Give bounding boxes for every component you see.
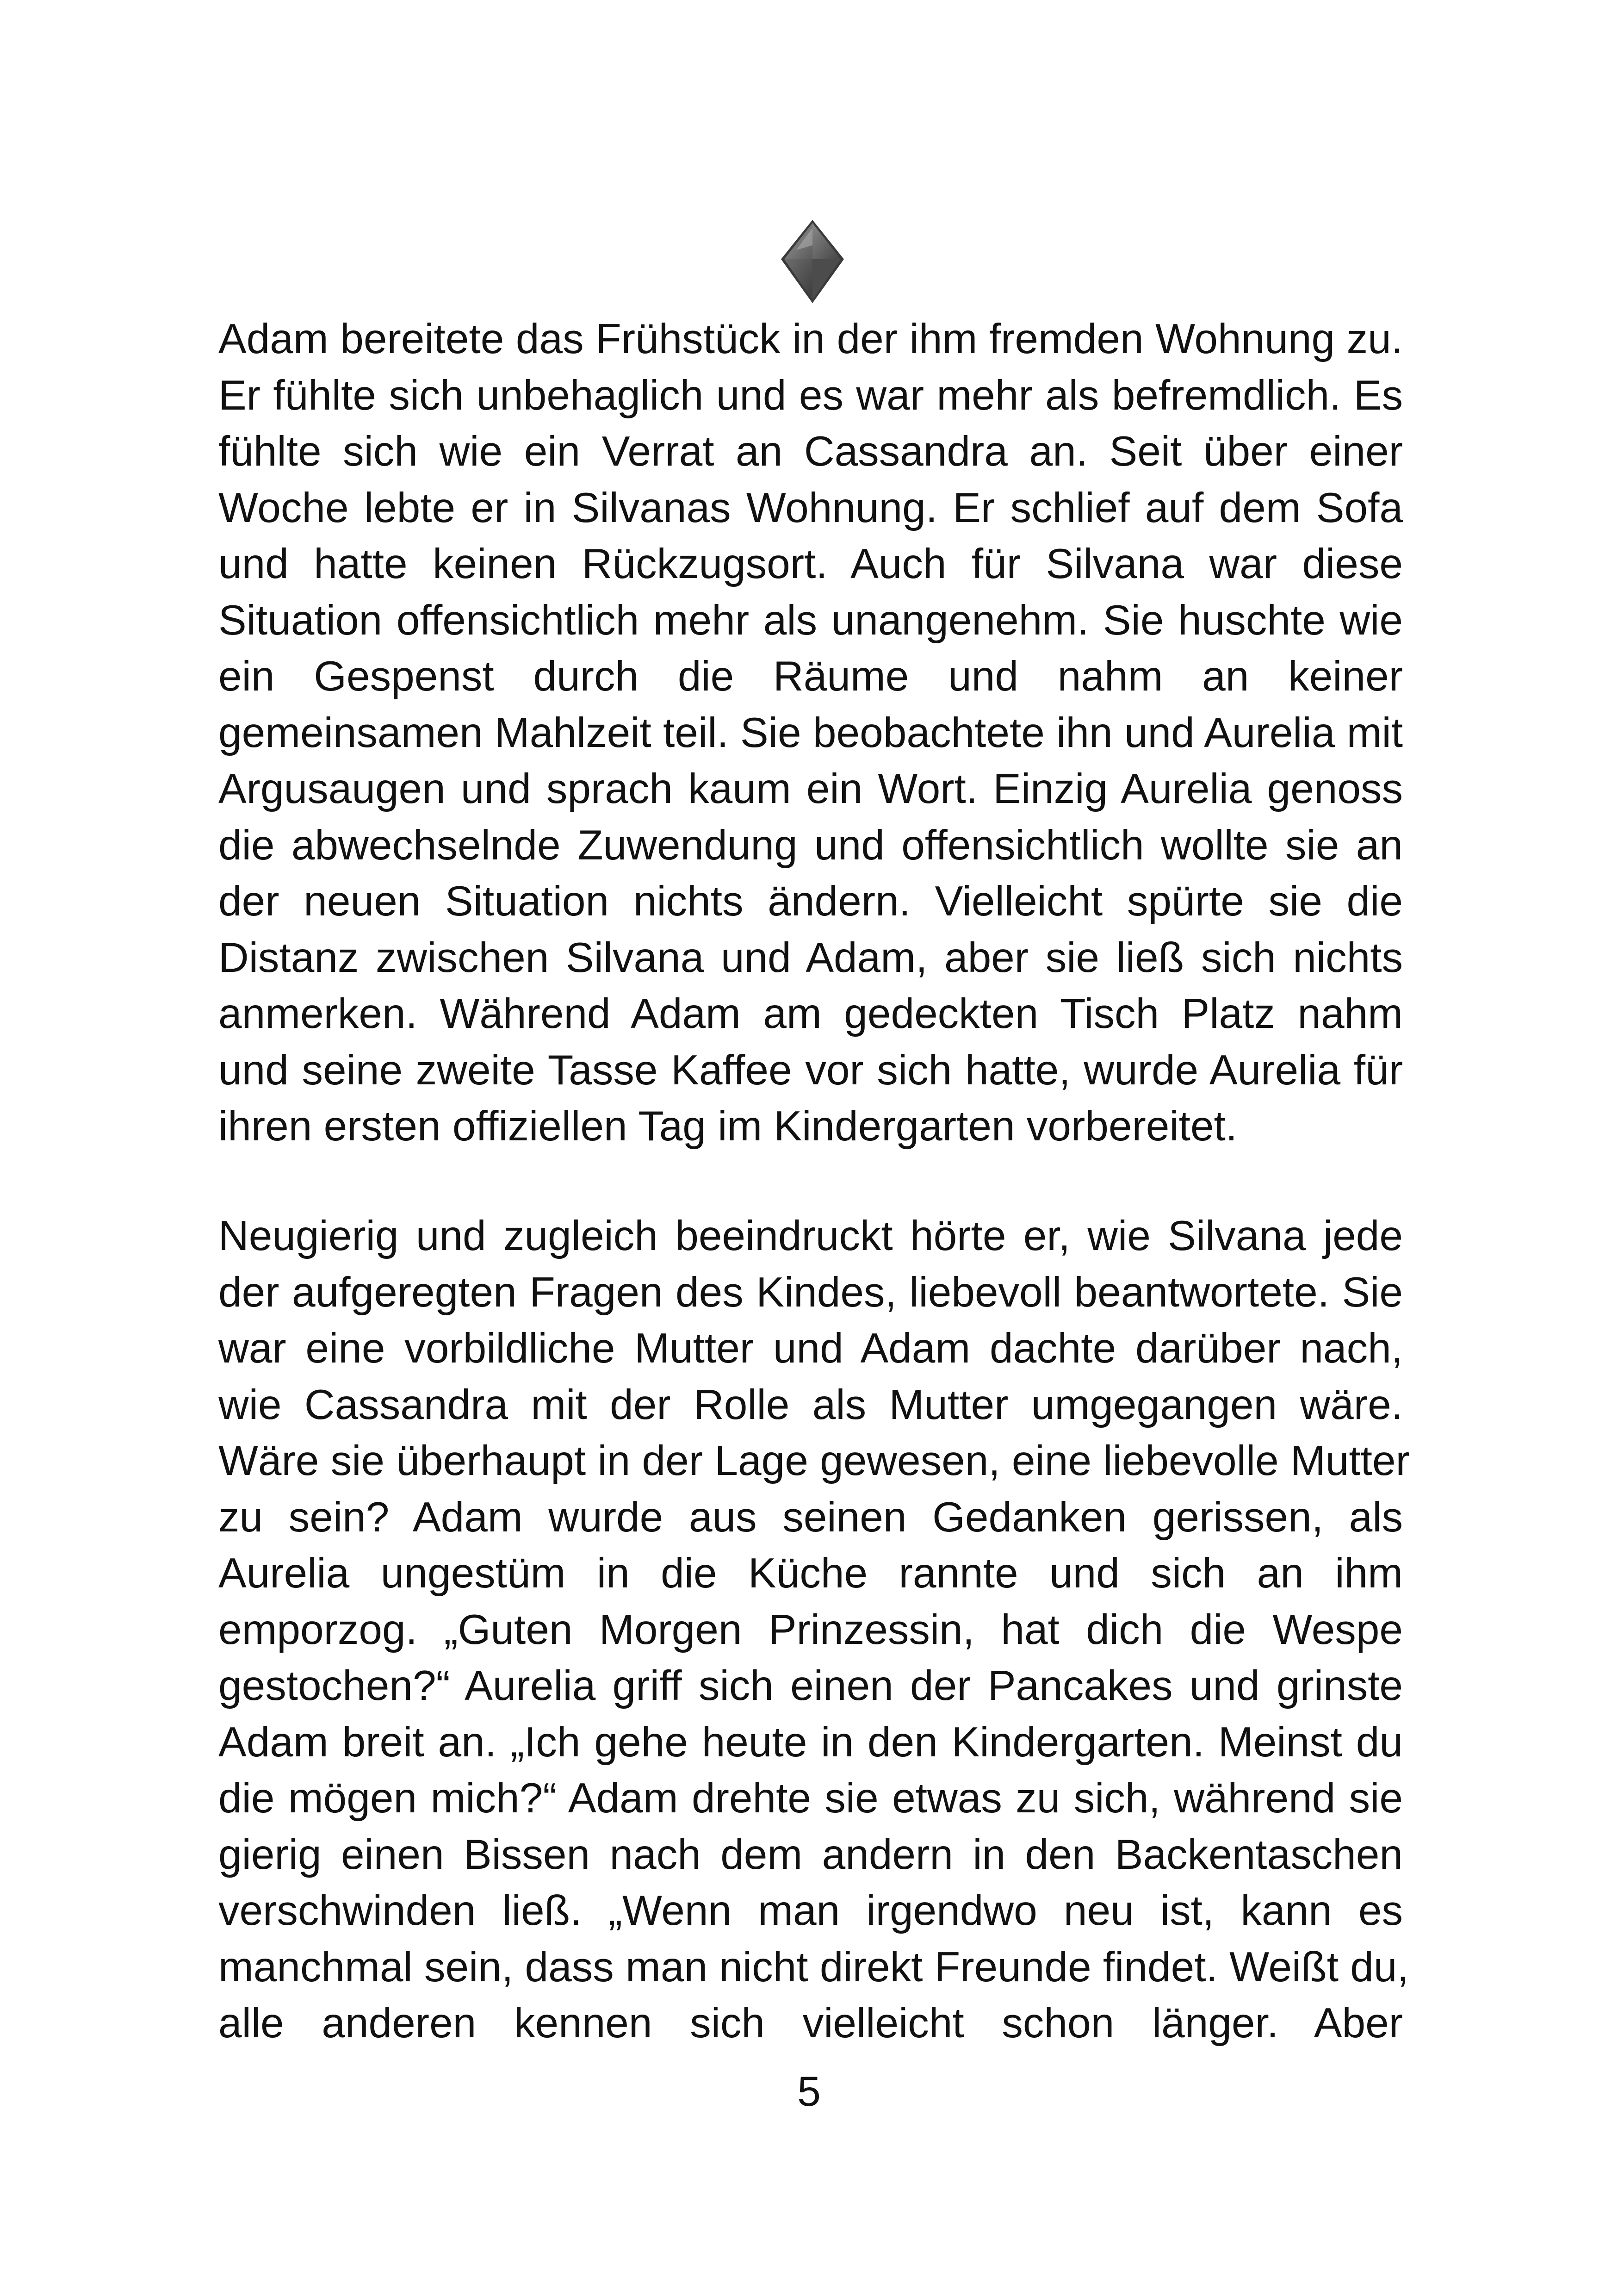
text-line: emporzog. „Guten Morgen Prinzessin, hat dich die Wespe: [218, 1606, 1403, 1653]
text-line: Distanz zwischen Silvana und Adam, aber sie ließ sich nichts: [218, 934, 1403, 981]
paragraph-1: [218, 311, 1403, 1155]
text-line: anmerken. Während Adam am gedeckten Tisch Platz nahm: [218, 990, 1403, 1037]
text-line: Argusaugen und sprach kaum ein Wort. Einzig Aurelia genoss: [218, 765, 1403, 812]
text-line: war eine vorbildliche Mutter und Adam dachte darüber nach,: [218, 1325, 1403, 1372]
text-line: und hatte keinen Rückzugsort. Auch für Silvana war diese: [218, 541, 1403, 587]
diamond-ornament-icon: [778, 218, 847, 305]
text-line: der aufgeregten Fragen des Kindes, liebevoll beantwortete. Sie: [218, 1269, 1403, 1316]
text-line: gierig einen Bissen nach dem andern in den Backentaschen: [218, 1831, 1403, 1878]
text-line: die abwechselnde Zuwendung und offensichtlich wollte sie an: [218, 821, 1403, 869]
text-line: ihren ersten offiziellen Tag im Kindergarten vorbereitet.: [218, 1103, 1238, 1150]
text-line: gemeinsamen Mahlzeit teil. Sie beobachtete ihn und Aurelia mit: [218, 709, 1403, 756]
text-line: Adam bereitete das Frühstück in der ihm fremden Wohnung zu.: [218, 316, 1403, 362]
text-line: Aurelia ungestüm in die Küche rannte und sich an ihm: [218, 1550, 1403, 1597]
text-line: die mögen mich?“ Adam drehte sie etwas zu sich, während sie: [218, 1775, 1403, 1822]
text-line: Situation offensichtlich mehr als unangenehm. Sie huschte wie: [218, 597, 1403, 644]
text-line: Adam breit an. „Ich gehe heute in den Kindergarten. Meinst du: [218, 1718, 1403, 1766]
text-line: Neugierig und zugleich beeindruckt hörte er, wie Silvana jede: [218, 1213, 1403, 1259]
text-line: Woche lebte er in Silvanas Wohnung. Er schlief auf dem Sofa: [218, 484, 1403, 531]
text-line: und seine zweite Tasse Kaffee vor sich hatte, wurde Aurelia für: [218, 1046, 1403, 1094]
text-line: wie Cassandra mit der Rolle als Mutter umgegangen wäre.: [218, 1381, 1403, 1428]
text-line: alle anderen kennen sich vielleicht schon länger. Aber: [218, 2000, 1403, 2047]
text-line: manchmal sein, dass man nicht direkt Freunde findet. Weißt du,: [218, 1943, 1409, 1991]
text-line: Er fühlte sich unbehaglich und es war mehr als befremdlich. Es: [218, 372, 1403, 419]
text-line: verschwinden ließ. „Wenn man irgendwo neu ist, kann es: [218, 1887, 1403, 1934]
text-line: der neuen Situation nichts ändern. Vielleicht spürte sie die: [218, 878, 1403, 925]
text-line: fühlte sich wie ein Verrat an Cassandra an. Seit über einer: [218, 428, 1403, 475]
text-line: zu sein? Adam wurde aus seinen Gedanken gerissen, als: [218, 1493, 1403, 1541]
page-number: 5: [797, 2068, 821, 2115]
text-line: Wäre sie überhaupt in der Lage gewesen, eine liebevolle Mutter: [218, 1437, 1410, 1484]
text-line: ein Gespenst durch die Räume und nahm an keiner: [218, 653, 1403, 700]
paragraph-2: [218, 1208, 1410, 2052]
text-line: gestochen?“ Aurelia griff sich einen der Pancakes und grinste: [218, 1662, 1403, 1709]
